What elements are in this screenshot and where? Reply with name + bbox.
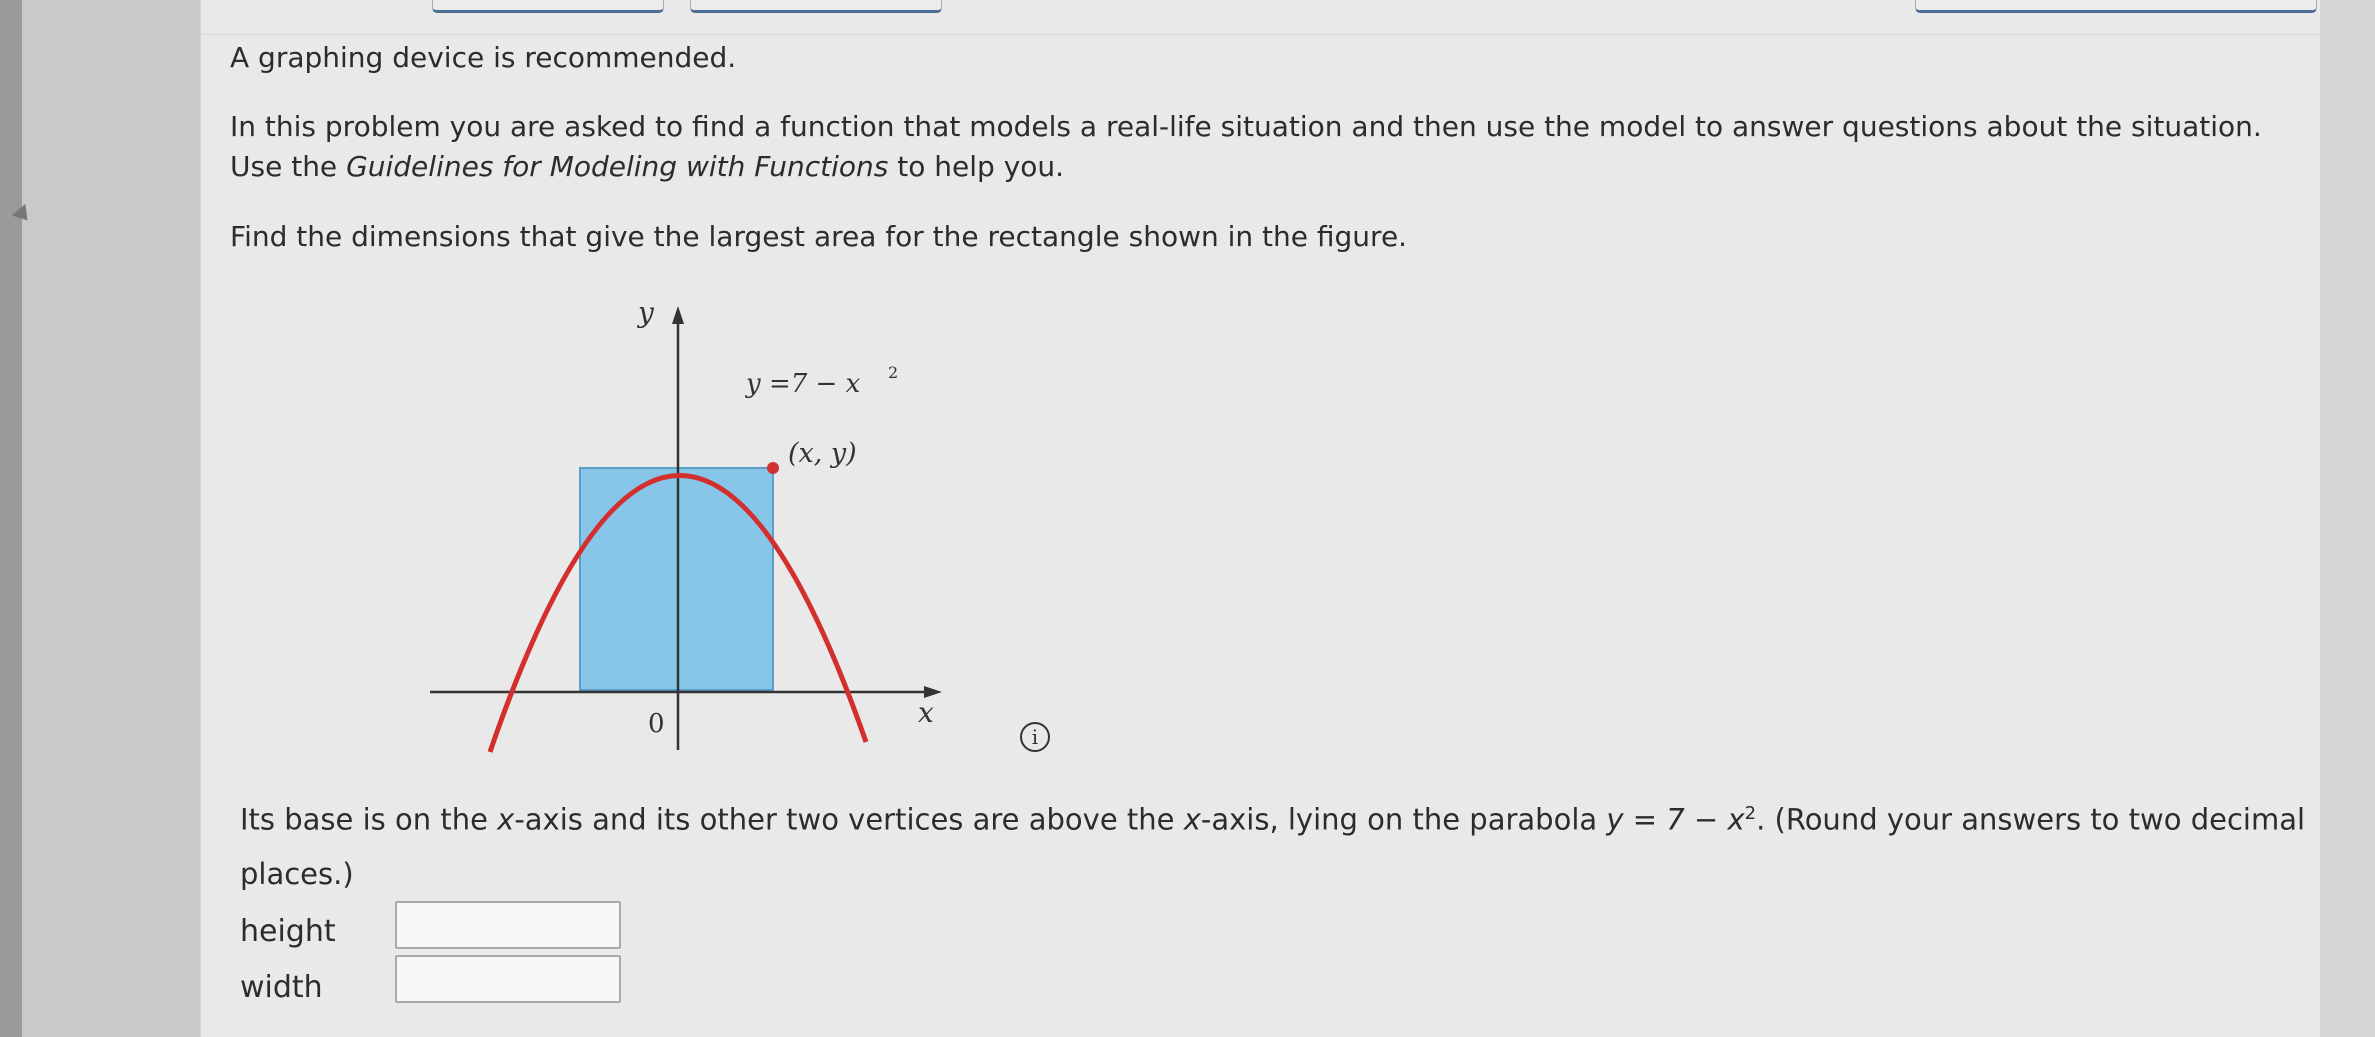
info-icon[interactable]: i	[1020, 722, 1050, 752]
instructions-line-1: In this problem you are asked to find a function that models a real-life situation and then use the model to answer questions about the situation.	[230, 110, 2262, 143]
intro-text: A graphing device is recommended.	[230, 41, 737, 74]
y-axis-arrow-icon	[672, 306, 684, 324]
top-tab-1[interactable]	[432, 0, 664, 13]
parabola-rectangle-figure	[420, 290, 960, 760]
inscribed-rectangle	[580, 468, 773, 690]
vertex-point	[767, 462, 779, 474]
y-axis-label: y	[638, 296, 654, 329]
guidelines-title: Guidelines for Modeling with Functions	[346, 150, 889, 183]
origin-label: 0	[648, 709, 665, 739]
height-input[interactable]	[395, 901, 621, 949]
left-window-edge	[0, 0, 22, 1037]
top-tab-3[interactable]	[1915, 0, 2317, 13]
right-window-edge	[2320, 0, 2375, 1037]
detail-line-2: places.)	[240, 857, 354, 891]
width-label: width	[240, 970, 323, 1005]
detail-line-1: Its base is on the x-axis and its other two vertices are above the x-axis, lying on the parabola $y = 7 - x^2$. (Round your answers to two decimal	[240, 802, 2306, 837]
top-divider	[200, 34, 2320, 35]
instructions-line-2: Use the Guidelines for Modeling with Functions to help you.	[230, 150, 1065, 183]
point-label: (x, y)	[788, 438, 857, 469]
parabola-equation: y = 7 − x	[1606, 802, 1745, 837]
curve-equation-exponent: 2	[888, 363, 899, 382]
top-tab-2[interactable]	[690, 0, 942, 13]
x-axis-label: x	[918, 696, 934, 729]
width-input[interactable]	[395, 955, 621, 1003]
task-text: Find the dimensions that give the largest area for the rectangle shown in the figure.	[230, 220, 1408, 253]
curve-equation-label: y =7 − x	[746, 369, 861, 399]
height-label: height	[240, 914, 336, 949]
